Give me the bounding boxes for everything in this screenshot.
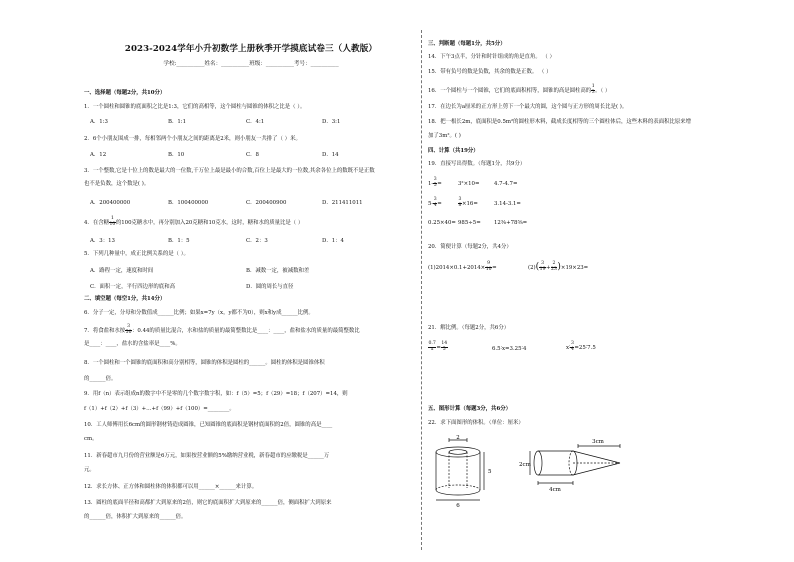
question-22: 22．求下面图形的体积。（单位：厘米） (428, 420, 524, 426)
page-title: 2023-2024学年小升初数学上册秋季开学摸底试卷三（人教版） (124, 44, 378, 54)
q20-1-text: (1)2014×0.1+2014× (428, 264, 486, 271)
q20-2-plus: + (546, 264, 551, 271)
calc-r2-den: 4 (433, 202, 437, 208)
volume-figures (428, 430, 628, 510)
cylinder-side-label: 5 (488, 469, 492, 475)
q16-frac-num: 1 (591, 84, 595, 89)
question-19: 19．直接写出得数。（每题1分，共9分） (428, 161, 526, 167)
q3-option-a: A．200400000 (90, 200, 131, 206)
question-16 (428, 85, 610, 96)
q20-part-1 (428, 262, 497, 273)
calc-row-3-item-3: 12⅜+78⅜= (494, 220, 528, 226)
q4-option-d: D．1：4 (322, 238, 344, 244)
calc-r2-eq: = (437, 200, 442, 207)
section-fill-heading: 二、填空题（每空1分，共14分） (84, 296, 166, 302)
q1-option-c: C．4:1 (246, 119, 265, 125)
student-info-line: 学校:__________姓名：__________班级：__________考号：__________ (163, 61, 339, 67)
section-judge-heading: 三、判断题（每题1分，共5分） (428, 41, 506, 47)
q7-fraction (125, 325, 132, 336)
q4-frac-num: 1 (110, 216, 114, 221)
q20-2-fraction-a (539, 262, 546, 273)
q21-1a-den: x (430, 346, 434, 352)
q21-3-num: 3 (570, 341, 574, 346)
calc-r2-prefix: 5- (428, 200, 434, 207)
q7-frac-num: 3 (127, 324, 131, 329)
q5-option-b: B．减数一定，被减数和差 (246, 268, 310, 274)
question-8-line-2: 的______倍。 (84, 376, 117, 382)
q2-option-d: D．14 (322, 152, 339, 158)
calc-row-2-item-3: 3.14-3.1= (494, 201, 521, 207)
question-3-line-1: 3．一个整数,它是十位上的数是最大的一位数,千万位上最是最小的合数,百位上是最大的一位数,其余各位上的数既不是正数 (84, 168, 375, 174)
cone-length-label: 3cm (592, 439, 604, 445)
question-18-line-1: 18．把一根长2m，底面积是0.5m²的圆柱形木料，截成长度相等的三个圆柱体后，这些木料的表面积比原来增 (428, 119, 692, 125)
calc-r2b-rest: ×16= (461, 200, 478, 207)
question-18-line-2: 加了3m²。( ) (428, 133, 461, 139)
question-14: 14．下午3点半，分针和时针组成的角是直角。 （ ） (428, 54, 555, 60)
question-2: 2．6个小朋友围成一排，每相邻两个小朋友之间的距离是2米，则小朋友一共排了（ ）米。 (84, 136, 301, 142)
cylinder-bottom-label: 6 (456, 503, 460, 509)
q5-option-a: A．路程一定，速度和时间 (90, 268, 154, 274)
question-5: 5．下列几种量中，成正比例关系的是（ ）。 (84, 251, 189, 257)
q7-frac-den: 50 (125, 329, 132, 335)
q1-option-a: A．1:3 (90, 119, 108, 125)
q20-1-num: 9 (487, 261, 491, 266)
question-12: 12．求长方体、正方体和圆柱体的体积都可以用______×______来计算。 (84, 484, 258, 490)
question-9-line-2: f（1）+f（2）+f（3）+…+f（99）+f（100）=________。 (84, 406, 235, 412)
calc-r1-den: 5 (433, 182, 437, 188)
question-13-line-2: 的______倍，体积扩大到原来的______倍。 (84, 514, 187, 520)
calc-row-3-item-1: 0.25×40= (428, 220, 456, 226)
q5-option-c: C．面积一定，平行四边形的底和高 (90, 284, 175, 290)
q2-option-c: C．8 (246, 152, 259, 158)
q20-part-2 (528, 262, 588, 273)
question-3-line-2: 也不是负数，这个数是( )。 (84, 181, 150, 187)
q7-text-end: ：0.44的质量比混合，水和盐的质量的最简整数比是____：____，盐和盐水的质量的最简整数比 (132, 327, 360, 334)
q20-2-rest: ×19×23= (560, 264, 589, 271)
question-20: 20．简便计算（每题2分，共4分） (428, 244, 512, 250)
question-21: 21．解比例。（每题2分，共6分） (428, 325, 510, 331)
calc-r2-num: 3 (433, 197, 437, 202)
q16-text-start: 16．一个圆柱与一个圆锥，它们的底面积相等，圆锥的高是圆柱高的 (428, 87, 592, 94)
q21-1b-den: 5 (442, 346, 446, 352)
q20-2a-num: 3 (541, 261, 545, 266)
q21-1a-num: 0.7 (428, 341, 436, 346)
q3-option-c: C．200400900 (246, 200, 287, 206)
q4-frac-den: 10 (109, 221, 116, 227)
calc-r1-eq: = (437, 180, 442, 187)
q20-2b-den: 23 (551, 266, 557, 272)
question-11-line-2: 元。 (84, 467, 95, 473)
q1-option-d: D．3:1 (322, 119, 341, 125)
question-6: 6．分子一定，分母和分数值成______比例；如果x=7y（x，y都不为0），则x和y成______比例。 (84, 310, 314, 316)
calc-r2b-num: 3 (458, 197, 462, 202)
q5-option-d: D．圆的周长与直径 (246, 284, 294, 290)
q21-1b-num: 14 (441, 341, 448, 346)
q21-part-2: 6.5∶x=3.25∶4 (492, 346, 527, 352)
cylinder-top-label: 2 (456, 435, 460, 441)
section-figure-heading: 五、图形计算（每题3分，共6分） (428, 406, 511, 412)
calc-row-1-item-3: 4.7-4.7= (494, 181, 518, 187)
question-15: 15．带有负号的数是负数，其余的数是正数。 （ ） (428, 69, 552, 75)
column-divider (421, 30, 422, 550)
q21-3-rest: =25∶7.5 (574, 344, 596, 351)
calc-r1-num: 3 (433, 177, 437, 182)
calc-r1-prefix: 1- (428, 180, 434, 187)
q4-option-c: C．2：3 (246, 238, 268, 244)
question-17: 17．在边长为a厘米的正方形上剪下一个最大的圆，这个圆与正方形的周长比是( )。 (428, 104, 628, 110)
q21-1-eq: = (436, 344, 441, 351)
q4-option-a: A．3：13 (90, 238, 115, 244)
q20-1-eq: = (492, 264, 497, 271)
question-1: 1．一个圆柱和圆锥的底面积之比是1:3，它们的高相等，这个圆柱与圆锥的体积之比是（ ）。 (84, 104, 306, 110)
question-7-line-2: 是____：____，盐水的含盐率是____%。 (84, 341, 181, 347)
q21-3-den: 4 (570, 346, 574, 352)
question-10-line-1: 10．工人师傅用长6cm的圆形钢材铸造成圆锥，已知圆锥的底面积是钢材底面积的2倍，圆锥的高是____ (84, 422, 333, 428)
q21-part-1 (428, 342, 448, 353)
cylinder-diameter-label: 2cm (519, 462, 531, 468)
calc-row-3-item-2: 985÷5= (458, 220, 481, 226)
hollow-cylinder-figure (436, 438, 484, 500)
question-9-line-1: 9．用f（n）表示组成n的数字中不是零的几个数字数字积，如：f（5）=5；f（29）=18；f（207）=14，则 (84, 391, 348, 397)
q4-option-b: B．1：5 (168, 238, 190, 244)
calc-row-1-item-1 (428, 178, 442, 189)
q21-1-fraction-b (441, 342, 448, 353)
calc-row-2-item-1 (428, 198, 442, 209)
q4-text-start: 4．在含糖 (84, 219, 109, 226)
q20-2-open-paren: ( (535, 261, 540, 272)
q20-2b-num: 2 (552, 261, 556, 266)
question-13-line-1: 13．圆柱的底面半径和高都扩大到原来的2倍，则它的底面积扩大到原来的______倍，侧面积扩大到原来 (84, 500, 332, 506)
q2-option-a: A．12 (90, 152, 107, 158)
question-4 (84, 217, 303, 228)
q7-text-start: 7．将食盐和水按 (84, 327, 126, 334)
cylinder-cone-figure (530, 444, 620, 485)
calc-row-2-item-2 (458, 198, 478, 209)
q20-2a-den: 19 (539, 266, 546, 272)
q16-text-end: 。（ ） (595, 87, 611, 94)
q1-option-b: B．1:1 (168, 119, 187, 125)
q2-option-b: B．10 (168, 152, 185, 158)
section-choice-heading: 一、选择题（每题2分，共10分） (84, 90, 166, 96)
q4-fraction (109, 217, 116, 228)
q20-2-label: (2) (528, 264, 536, 271)
calc-r2b-den: 8 (458, 202, 462, 208)
q21-3-text: x∶ (566, 344, 571, 351)
question-8-line-1: 8．一个圆柱和一个圆锥的底面积和高分别相等，圆锥的体积是圆柱的______。圆柱的体积是圆锥体积 (84, 360, 325, 366)
q20-2-close-paren: ) (557, 261, 561, 272)
q4-text-end: 的100克糖水中，再分别加入20克糖和10克水，这时，糖和水的质量比是（ ） (115, 219, 304, 226)
question-10-line-2: cm。 (84, 436, 98, 442)
q3-option-d: D．211411011 (322, 200, 363, 206)
question-11-line-1: 11．新春超市九月份的营业额是6万元，如果按营业额的5%缴纳营业税，新春超市的应缴税是______万 (84, 453, 330, 459)
calc-row-1-item-2: 3²×10= (458, 181, 480, 187)
question-7-line-1 (84, 325, 360, 336)
q3-option-b: B．100400000 (168, 200, 209, 206)
q16-frac-den: 3 (591, 89, 595, 95)
section-calc-heading: 四、计算（共19分） (428, 148, 479, 154)
cylinder-length-label: 4cm (549, 487, 561, 493)
q21-part-3 (566, 342, 596, 353)
q20-1-den: 10 (485, 266, 492, 272)
